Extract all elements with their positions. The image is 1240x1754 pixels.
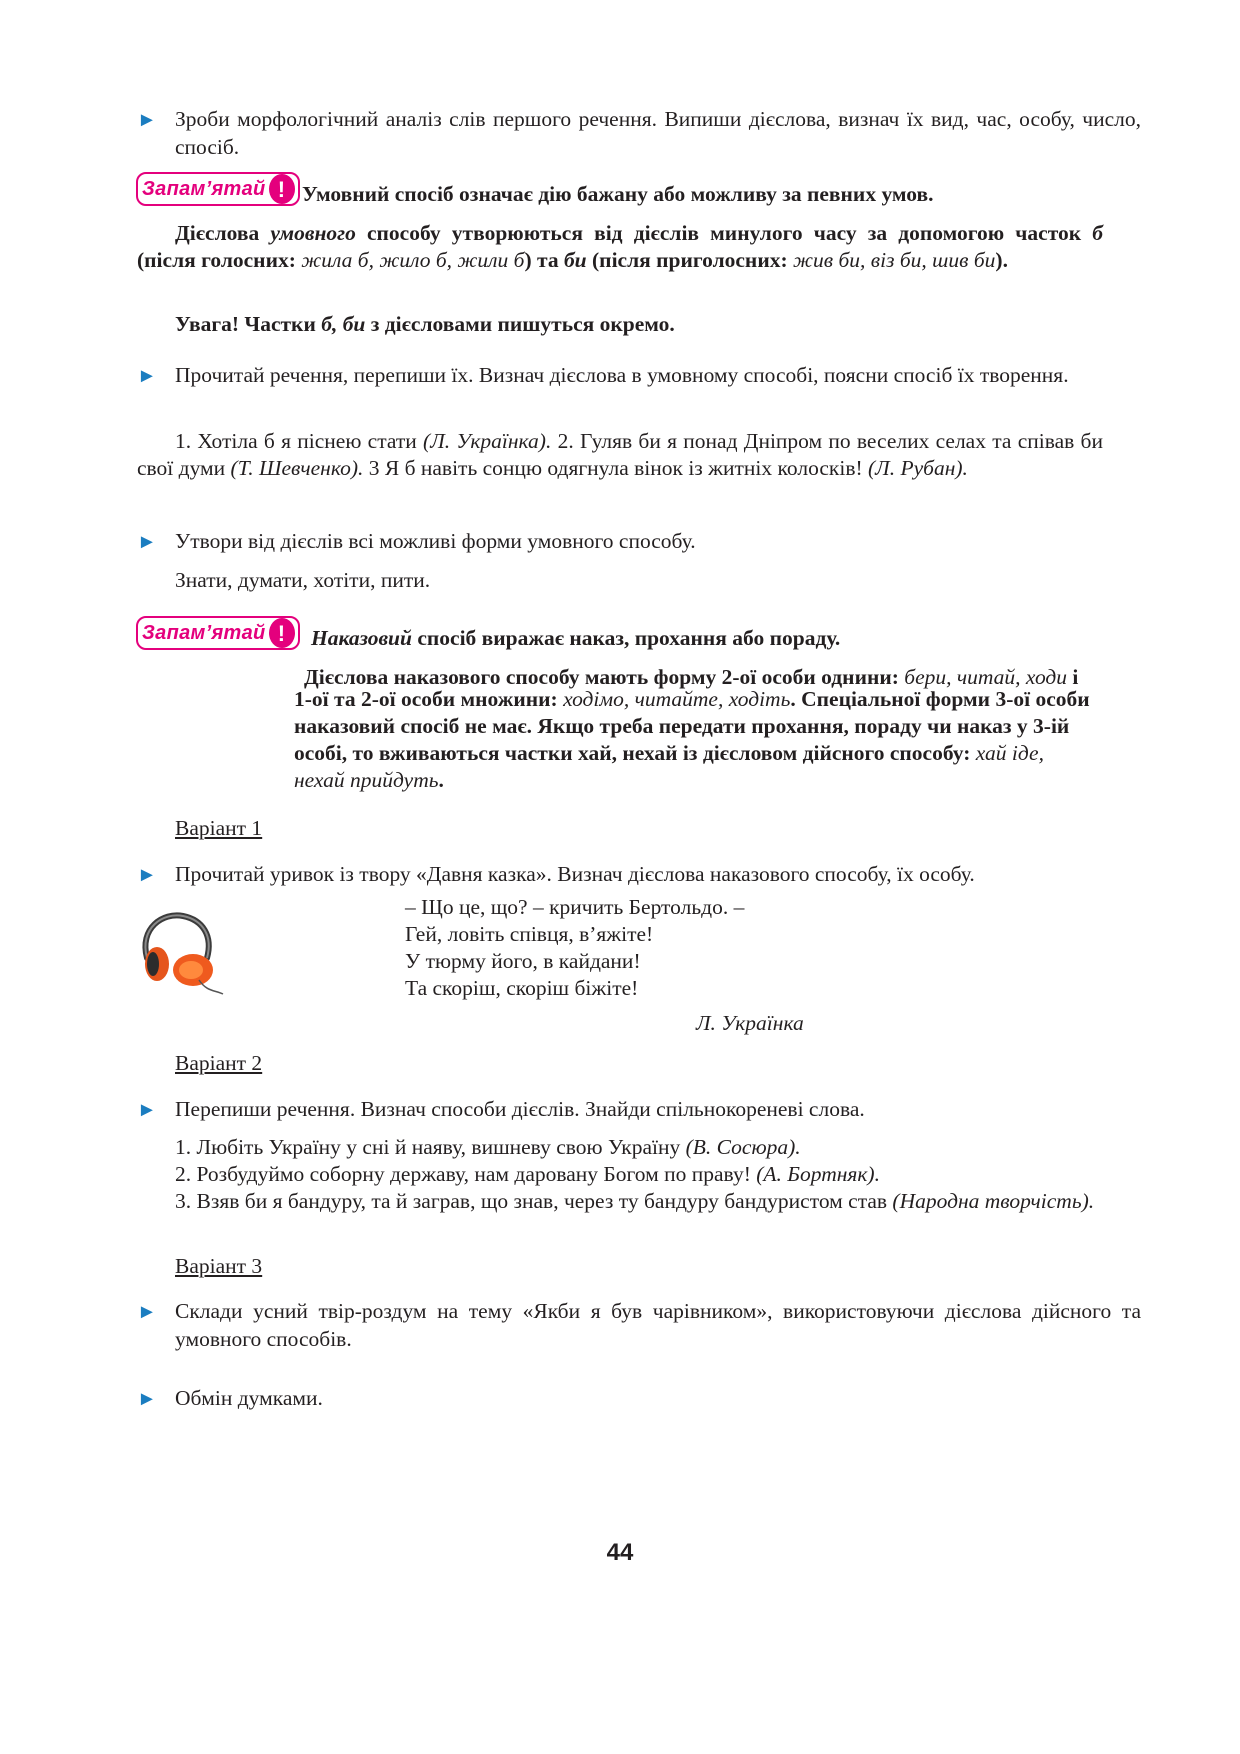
variant-3-label: Варіант 3 xyxy=(175,1254,263,1278)
remember-badge xyxy=(136,616,300,650)
exclamation-icon: ! xyxy=(269,618,295,648)
poem-line: – Що це, що? – кричить Бертольдо. – xyxy=(405,895,745,919)
variant-1-label: Варіант 1 xyxy=(175,816,263,840)
exercise-4-text: Прочитай уривок із твору «Давня казка». Визнач дієслова наказового способу, їх особу. xyxy=(175,862,975,886)
remember-badge xyxy=(136,172,300,206)
exercise-7 xyxy=(137,1385,1141,1413)
poem-line: Гей, ловіть співця, в’яжіте! xyxy=(405,922,654,946)
exercise-1-text: Зроби морфологічний аналіз слів першого речення. Випиши дієслова, визнач їх вид, час, особу, число, спосіб. xyxy=(175,107,1141,159)
page-number: 44 xyxy=(606,1539,634,1566)
arrow-bullet-icon: ► xyxy=(137,365,157,387)
rule-1-title: Умовний спосіб означає дію бажану або можливу за певних умов. xyxy=(302,182,934,206)
exercise-2-sentences: 1. Хотіла б я піснею стати (Л. Українка). 2. Гуляв би я понад Дніпром по веселих селах та співав би свої думи (Т. Шевченко). 3 Я б навіть сонцю одягнула вінок із житніх колосків! (Л. Рубан). xyxy=(137,429,1103,480)
arrow-bullet-icon: ► xyxy=(137,864,157,886)
rule-2-title: Наказовий спосіб виражає наказ, прохання або пораду. xyxy=(311,626,841,650)
exercise-2 xyxy=(137,362,1141,390)
poem-line: Та скоріш, скоріш біжіте! xyxy=(405,976,639,1000)
rule-1-paragraph: Дієслова умовного способу утворюються від дієслів минулого часу за допомогою часток б (після голосних: жила б, жило б, жили б) та би (після приголосних: жив би, віз би, шив би). xyxy=(137,221,1103,272)
exercise-5-text: Перепиши речення. Визнач способи дієслів. Знайди спільнокореневі слова. xyxy=(175,1097,865,1121)
remember-badge-label: Запам’ятай xyxy=(142,177,266,200)
arrow-bullet-icon: ► xyxy=(137,1301,157,1323)
arrow-bullet-icon: ► xyxy=(137,1388,157,1410)
remember-badge-label: Запам’ятай xyxy=(142,621,266,644)
poem xyxy=(405,894,744,1002)
exercise-3-words: Знати, думати, хотіти, пити. xyxy=(175,568,431,592)
rule-2-paragraph: Дієслова наказового способу мають форму 2-ої особи однини: бери, читай, ходи і 1-ої та 2-ої особи множини: ходімо, читайте, ходіть. Спеціальної форми 3-ої особи наказовий спосіб не має. Якщо треба передати прохання, пораду чи наказ у 3-ій особі, то вживаються частки хай, нехай із дієсловом дійсного способу: хай іде, нехай прийдуть. xyxy=(294,665,1090,792)
exercise-5 xyxy=(137,1096,1141,1124)
exclamation-icon: ! xyxy=(269,174,295,204)
rule-1-note: Увага! Частки б, би з дієсловами пишуться окремо. xyxy=(175,312,675,336)
exercise-3 xyxy=(137,528,1141,556)
exercise-6-text: Склади усний твір-роздум на тему «Якби я був чарівником», використовуючи дієслова дійсного та умовного способів. xyxy=(175,1299,1141,1351)
exercise-7-text: Обмін думками. xyxy=(175,1386,323,1410)
exercise-1 xyxy=(137,106,1141,161)
exercise-2-text: Прочитай речення, перепиши їх. Визнач дієслова в умовному способі, поясни спосіб їх творення. xyxy=(175,363,1069,387)
exercise-5-sentences: 1. Любіть Україну у сні й наяву, вишневу свою Україну (В. Сосюра). 2. Розбудуймо соборну державу, нам даровану Богом по праву! (А. Бортняк). 3. Взяв би я бандуру, та й заграв, що знав, через ту бандуру бандуристом став (Народна творчість). xyxy=(175,1135,1095,1213)
poem-line: У тюрму його, в кайдани! xyxy=(405,949,641,973)
headphones-icon xyxy=(133,906,225,998)
exercise-6 xyxy=(137,1298,1141,1353)
arrow-bullet-icon: ► xyxy=(137,109,157,131)
arrow-bullet-icon: ► xyxy=(137,531,157,553)
exercise-3-text: Утвори від дієслів всі можливі форми умовного способу. xyxy=(175,529,696,553)
variant-2-label: Варіант 2 xyxy=(175,1051,263,1075)
exercise-4 xyxy=(137,861,1141,889)
arrow-bullet-icon: ► xyxy=(137,1099,157,1121)
poem-author: Л. Українка xyxy=(696,1011,804,1035)
